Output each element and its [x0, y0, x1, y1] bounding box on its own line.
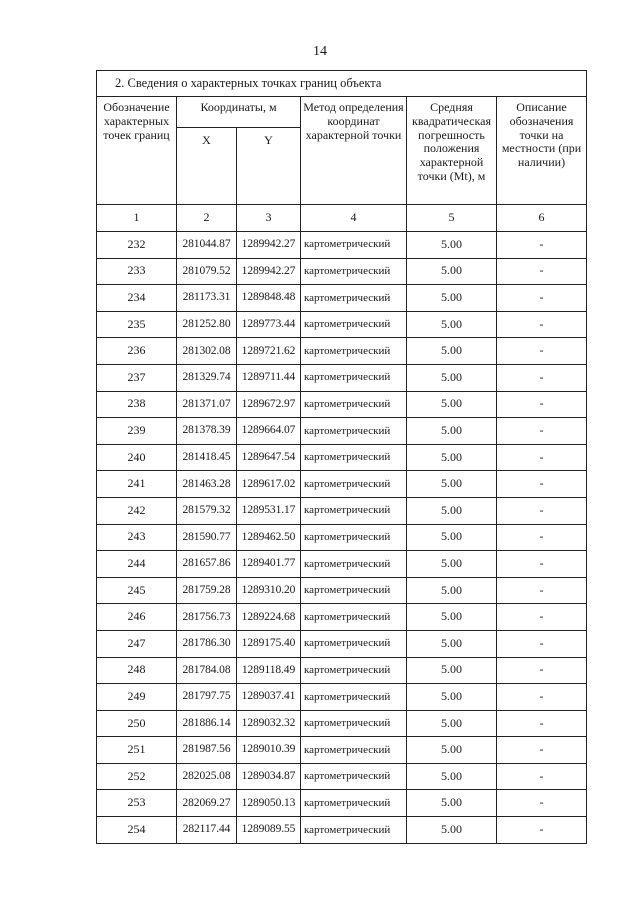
accuracy-cell: 5.00 [407, 763, 497, 790]
column-number: 5 [407, 205, 497, 232]
method-cell: картометрический [301, 418, 407, 445]
description-cell: - [497, 710, 587, 737]
description-cell: - [497, 391, 587, 418]
coordinate-x-cell: 281784.08 [177, 657, 237, 684]
table-row [97, 444, 587, 471]
accuracy-cell: 5.00 [407, 364, 497, 391]
coordinate-y-cell: 1289089.55 [237, 817, 301, 844]
table-row [97, 817, 587, 844]
method-cell: картометрический [301, 285, 407, 312]
coordinate-y-cell: 1289721.62 [237, 338, 301, 365]
accuracy-cell: 5.00 [407, 551, 497, 578]
point-designation-cell: 249 [97, 684, 177, 711]
description-cell: - [497, 737, 587, 764]
coordinate-x-cell: 281657.86 [177, 551, 237, 578]
header-coordinates: Координаты, м [177, 97, 301, 128]
description-cell: - [497, 497, 587, 524]
description-cell: - [497, 311, 587, 338]
coordinate-y-cell: 1289773.44 [237, 311, 301, 338]
description-cell: - [497, 684, 587, 711]
point-designation-cell: 244 [97, 551, 177, 578]
accuracy-cell: 5.00 [407, 444, 497, 471]
coordinate-x-cell: 281371.07 [177, 391, 237, 418]
table-row [97, 418, 587, 445]
coordinate-y-cell: 1289672.97 [237, 391, 301, 418]
point-designation-cell: 234 [97, 285, 177, 312]
coordinate-x-cell: 281886.14 [177, 710, 237, 737]
table-row [97, 604, 587, 631]
description-cell: - [497, 657, 587, 684]
column-number: 1 [97, 205, 177, 232]
description-cell: - [497, 418, 587, 445]
coordinate-y-cell: 1289032.32 [237, 710, 301, 737]
accuracy-cell: 5.00 [407, 285, 497, 312]
accuracy-cell: 5.00 [407, 684, 497, 711]
point-designation-cell: 243 [97, 524, 177, 551]
table-row [97, 551, 587, 578]
method-cell: картометрический [301, 364, 407, 391]
method-cell: картометрический [301, 258, 407, 285]
point-designation-cell: 235 [97, 311, 177, 338]
method-cell: картометрический [301, 737, 407, 764]
point-designation-cell: 253 [97, 790, 177, 817]
header-method: Метод определения координат характерной точки [301, 97, 407, 205]
point-designation-cell: 242 [97, 497, 177, 524]
description-cell: - [497, 763, 587, 790]
coordinate-x-cell: 282117.44 [177, 817, 237, 844]
coordinate-x-cell: 281786.30 [177, 630, 237, 657]
description-cell: - [497, 630, 587, 657]
coordinate-y-cell: 1289034.87 [237, 763, 301, 790]
coordinate-x-cell: 281044.87 [177, 232, 237, 259]
description-cell: - [497, 232, 587, 259]
coordinate-y-cell: 1289462.50 [237, 524, 301, 551]
accuracy-cell: 5.00 [407, 258, 497, 285]
table-row [97, 391, 587, 418]
point-designation-cell: 237 [97, 364, 177, 391]
table-row [97, 232, 587, 259]
method-cell: картометрический [301, 232, 407, 259]
table-row [97, 710, 587, 737]
coordinate-x-cell: 281302.08 [177, 338, 237, 365]
method-cell: картометрический [301, 391, 407, 418]
boundary-points-table [96, 70, 587, 844]
description-cell: - [497, 364, 587, 391]
coordinate-y-cell: 1289942.27 [237, 232, 301, 259]
description-cell: - [497, 338, 587, 365]
section-title: 2. Сведения о характерных точках границ объекта [97, 71, 587, 97]
accuracy-cell: 5.00 [407, 790, 497, 817]
description-cell: - [497, 551, 587, 578]
column-number: 2 [177, 205, 237, 232]
description-cell: - [497, 790, 587, 817]
table-row [97, 684, 587, 711]
column-number: 4 [301, 205, 407, 232]
method-cell: картометрический [301, 471, 407, 498]
coordinate-x-cell: 281463.28 [177, 471, 237, 498]
description-cell: - [497, 444, 587, 471]
column-number-row [97, 205, 587, 232]
accuracy-cell: 5.00 [407, 338, 497, 365]
method-cell: картометрический [301, 551, 407, 578]
table-row [97, 311, 587, 338]
description-cell: - [497, 817, 587, 844]
accuracy-cell: 5.00 [407, 471, 497, 498]
accuracy-cell: 5.00 [407, 657, 497, 684]
coordinate-y-cell: 1289224.68 [237, 604, 301, 631]
coordinate-y-cell: 1289037.41 [237, 684, 301, 711]
coordinate-x-cell: 281252.80 [177, 311, 237, 338]
description-cell: - [497, 577, 587, 604]
method-cell: картометрический [301, 497, 407, 524]
method-cell: картометрический [301, 790, 407, 817]
accuracy-cell: 5.00 [407, 604, 497, 631]
coordinate-x-cell: 282025.08 [177, 763, 237, 790]
point-designation-cell: 238 [97, 391, 177, 418]
coordinate-y-cell: 1289531.17 [237, 497, 301, 524]
coordinate-x-cell: 281378.39 [177, 418, 237, 445]
point-designation-cell: 250 [97, 710, 177, 737]
point-designation-cell: 241 [97, 471, 177, 498]
coordinate-x-cell: 281329.74 [177, 364, 237, 391]
accuracy-cell: 5.00 [407, 418, 497, 445]
method-cell: картометрический [301, 684, 407, 711]
method-cell: картометрический [301, 524, 407, 551]
accuracy-cell: 5.00 [407, 577, 497, 604]
coordinate-y-cell: 1289848.48 [237, 285, 301, 312]
header-accuracy: Средняя квадратическая погрешность положения характерной точки (Mt), м [407, 97, 497, 205]
table-row [97, 737, 587, 764]
point-designation-cell: 240 [97, 444, 177, 471]
point-designation-cell: 248 [97, 657, 177, 684]
accuracy-cell: 5.00 [407, 630, 497, 657]
coordinate-x-cell: 281759.28 [177, 577, 237, 604]
column-number: 6 [497, 205, 587, 232]
coordinate-y-cell: 1289711.44 [237, 364, 301, 391]
column-number: 3 [237, 205, 301, 232]
coordinate-x-cell: 281797.75 [177, 684, 237, 711]
header-point-designation: Обозначение характерных точек границ [97, 97, 177, 205]
coordinate-x-cell: 282069.27 [177, 790, 237, 817]
method-cell: картометрический [301, 817, 407, 844]
description-cell: - [497, 285, 587, 312]
table-row [97, 471, 587, 498]
coordinate-x-cell: 281590.77 [177, 524, 237, 551]
coordinate-x-cell: 281987.56 [177, 737, 237, 764]
table-row [97, 338, 587, 365]
coordinate-y-cell: 1289942.27 [237, 258, 301, 285]
method-cell: картометрический [301, 630, 407, 657]
point-designation-cell: 233 [97, 258, 177, 285]
method-cell: картометрический [301, 763, 407, 790]
method-cell: картометрический [301, 577, 407, 604]
description-cell: - [497, 258, 587, 285]
coordinate-y-cell: 1289175.40 [237, 630, 301, 657]
point-designation-cell: 254 [97, 817, 177, 844]
accuracy-cell: 5.00 [407, 817, 497, 844]
point-designation-cell: 245 [97, 577, 177, 604]
description-cell: - [497, 471, 587, 498]
table-row [97, 630, 587, 657]
description-cell: - [497, 524, 587, 551]
coordinate-x-cell: 281579.32 [177, 497, 237, 524]
accuracy-cell: 5.00 [407, 311, 497, 338]
coordinate-y-cell: 1289617.02 [237, 471, 301, 498]
point-designation-cell: 246 [97, 604, 177, 631]
header-y: Y [237, 128, 301, 205]
coordinate-y-cell: 1289401.77 [237, 551, 301, 578]
coordinate-y-cell: 1289010.39 [237, 737, 301, 764]
method-cell: картометрический [301, 710, 407, 737]
coordinate-x-cell: 281756.73 [177, 604, 237, 631]
table-row [97, 364, 587, 391]
table-row [97, 657, 587, 684]
header-description: Описание обозначения точки на местности (при наличии) [497, 97, 587, 205]
coordinate-y-cell: 1289050.13 [237, 790, 301, 817]
method-cell: картометрический [301, 338, 407, 365]
method-cell: картометрический [301, 657, 407, 684]
point-designation-cell: 232 [97, 232, 177, 259]
accuracy-cell: 5.00 [407, 737, 497, 764]
accuracy-cell: 5.00 [407, 497, 497, 524]
accuracy-cell: 5.00 [407, 710, 497, 737]
point-designation-cell: 247 [97, 630, 177, 657]
table-row [97, 763, 587, 790]
table-row [97, 258, 587, 285]
method-cell: картометрический [301, 444, 407, 471]
coordinate-x-cell: 281418.45 [177, 444, 237, 471]
table-row [97, 790, 587, 817]
point-designation-cell: 251 [97, 737, 177, 764]
table-row [97, 285, 587, 312]
accuracy-cell: 5.00 [407, 232, 497, 259]
accuracy-cell: 5.00 [407, 524, 497, 551]
page-number: 14 [313, 44, 327, 59]
header-x: X [177, 128, 237, 205]
method-cell: картометрический [301, 311, 407, 338]
accuracy-cell: 5.00 [407, 391, 497, 418]
coordinate-y-cell: 1289310.20 [237, 577, 301, 604]
table-row [97, 497, 587, 524]
coordinate-y-cell: 1289647.54 [237, 444, 301, 471]
method-cell: картометрический [301, 604, 407, 631]
coordinate-x-cell: 281079.52 [177, 258, 237, 285]
coordinate-y-cell: 1289664.07 [237, 418, 301, 445]
point-designation-cell: 236 [97, 338, 177, 365]
table-row [97, 524, 587, 551]
point-designation-cell: 252 [97, 763, 177, 790]
coordinate-x-cell: 281173.31 [177, 285, 237, 312]
point-designation-cell: 239 [97, 418, 177, 445]
description-cell: - [497, 604, 587, 631]
table-row [97, 577, 587, 604]
coordinate-y-cell: 1289118.49 [237, 657, 301, 684]
